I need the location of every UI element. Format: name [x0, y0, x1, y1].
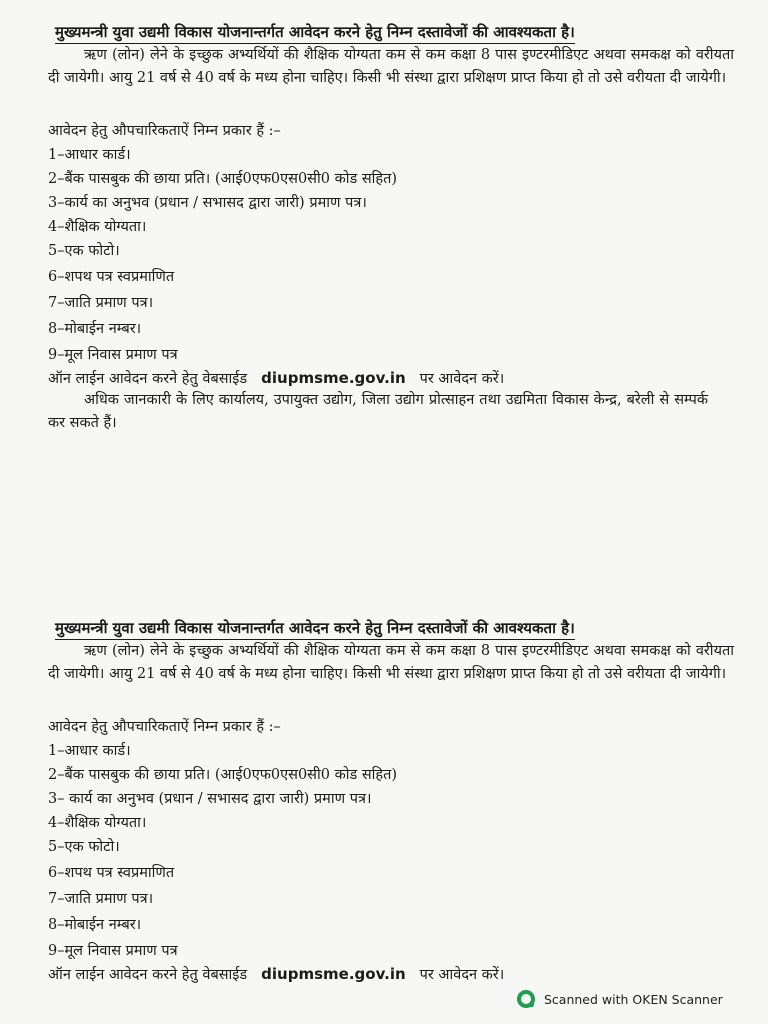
document-item-1: 1–आधार कार्ड। [48, 743, 131, 759]
document-item-6: 6–शपथ पत्र स्वप्रमाणित [48, 269, 175, 285]
document-item-5: 5–एक फोटो। [48, 839, 120, 855]
online-apply-suffix: पर आवेदन करें। [419, 371, 505, 387]
document-item-9: 9–मूल निवास प्रमाण पत्र [48, 943, 178, 959]
scanner-label: Scanned with OKEN Scanner [544, 991, 723, 1007]
document-item-8: 8–मोबाईन नम्बर। [48, 321, 142, 337]
eligibility-paragraph: ऋण (लोन) लेने के इच्छुक अभ्यर्थियों की शैक्षिक योग्यता कम से कम कक्षा 8 पास इण्टरमीडिएट अथवा समकक्ष को वरीयता दी जायेगी। आयु 21 वर्ष से 40 वर्ष के मध्य होना चाहिए। किसी भी संस्था द्वारा प्रशिक्षण प्राप्त किया हो तो उसे वरीयता दी जायेगी। [48, 643, 734, 682]
document-item-1: 1–आधार कार्ड। [48, 147, 131, 163]
document-item-9: 9–मूल निवास प्रमाण पत्र [48, 347, 178, 363]
document-item-3: 3–कार्य का अनुभव (प्रधान / सभासद द्वारा जारी) प्रमाण पत्र। [48, 195, 367, 211]
eligibility-paragraph: ऋण (लोन) लेने के इच्छुक अभ्यर्थियों की शैक्षिक योग्यता कम से कम कक्षा 8 पास इण्टरमीडिएट अथवा समकक्ष को वरीयता दी जायेगी। आयु 21 वर्ष से 40 वर्ष के मध्य होना चाहिए। किसी भी संस्था द्वारा प्रशिक्षण प्राप्त किया हो तो उसे वरीयता दी जायेगी। [48, 47, 734, 86]
formalities-label: आवेदन हेतु औपचारिकताऐं निम्न प्रकार हैं :– [48, 719, 281, 735]
document-item-4: 4–शैक्षिक योग्यता। [48, 219, 147, 235]
website-link[interactable]: diupmsme.gov.in [261, 965, 406, 983]
online-apply-line [48, 368, 504, 388]
formalities-label: आवेदन हेतु औपचारिकताऐं निम्न प्रकार हैं :– [48, 123, 281, 139]
online-apply-prefix: ऑन लाईन आवेदन करने हेतु वेबसाईड [48, 967, 248, 983]
notice-heading: मुख्यमन्त्री युवा उद्यमी विकास योजनान्तर्गत आवेदन करने हेतु निम्न दस्तावेजों की आवश्यकता है। [55, 618, 575, 640]
online-apply-prefix: ऑन लाईन आवेदन करने हेतु वेबसाईड [48, 371, 248, 387]
notice-heading: मुख्यमन्त्री युवा उद्यमी विकास योजनान्तर्गत आवेदन करने हेतु निम्न दस्तावेजों की आवश्यकता है। [55, 22, 575, 44]
website-link[interactable]: diupmsme.gov.in [261, 369, 406, 387]
online-apply-suffix: पर आवेदन करें। [419, 967, 505, 983]
online-apply-line [48, 964, 504, 984]
document-item-7: 7–जाति प्रमाण पत्र। [48, 891, 154, 907]
oken-scanner-logo-icon [516, 989, 536, 1009]
document-item-5: 5–एक फोटो। [48, 243, 120, 259]
document-item-8: 8–मोबाईन नम्बर। [48, 917, 142, 933]
document-item-2: 2–बैंक पासबुक की छाया प्रति। (आई0एफ0एस0सी0 कोड सहित) [48, 767, 398, 783]
document-item-6: 6–शपथ पत्र स्वप्रमाणित [48, 865, 175, 881]
document-item-7: 7–जाति प्रमाण पत्र। [48, 295, 154, 311]
contact-paragraph: अधिक जानकारी के लिए कार्यालय, उपायुक्त उद्योग, जिला उद्योग प्रोत्साहन तथा उद्यमिता विकास केन्द्र, बरेली से सम्पर्क कर सकते हैं। [48, 392, 708, 431]
scanner-watermark [516, 989, 723, 1009]
document-item-2: 2–बैंक पासबुक की छाया प्रति। (आई0एफ0एस0सी0 कोड सहित) [48, 171, 398, 187]
document-item-3: 3– कार्य का अनुभव (प्रधान / सभासद द्वारा जारी) प्रमाण पत्र। [48, 791, 372, 807]
document-item-4: 4–शैक्षिक योग्यता। [48, 815, 147, 831]
